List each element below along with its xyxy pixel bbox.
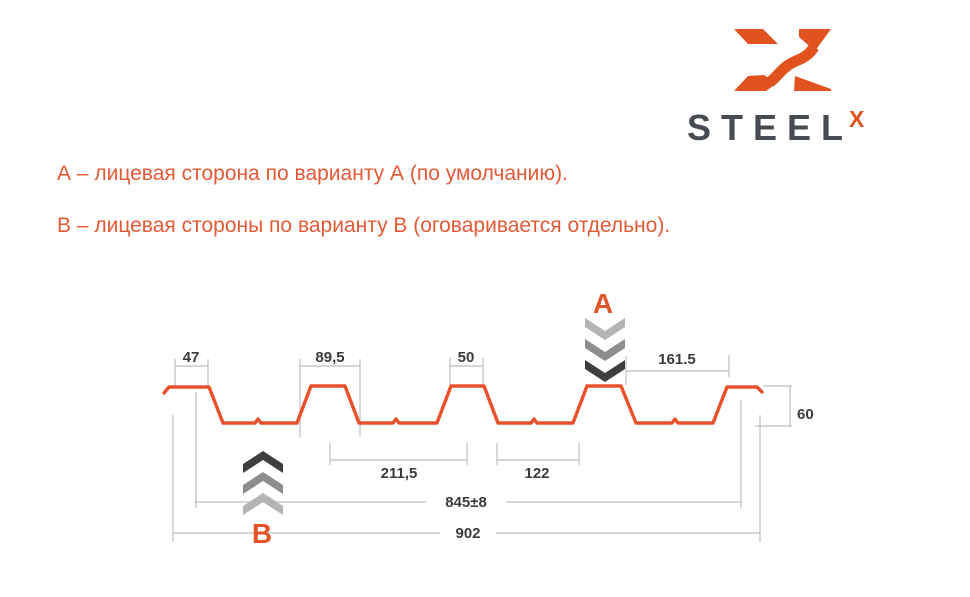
dim-rib-pitch: 211,5 [380,465,418,482]
dim-height: 60 [797,406,814,423]
side-b-label: B [251,518,273,549]
dim-overall-width: 902 [455,525,481,542]
dimension-lines [173,355,792,542]
dim-top-flange: 47 [182,349,200,366]
dim-rib-base: 89,5 [315,349,345,366]
logo-wordmark-text: STEEL [687,107,854,148]
dim-working-width: 845±8 [445,494,487,511]
note-side-b: В – лицевая стороны по варианту В (оговаривается отдельно). [57,214,671,237]
logo-superscript-x: X [849,106,865,132]
side-a-label: A [592,288,614,319]
dim-valley: 122 [524,465,550,482]
sheet-profile-outline [164,386,762,423]
side-b-marker [243,451,283,515]
note-side-a: А – лицевая сторона по варианту А (по умолчанию). [57,162,568,185]
dim-right-span: 161.5 [658,351,696,368]
side-a-marker [585,318,625,382]
dim-rib-top: 50 [457,349,475,366]
